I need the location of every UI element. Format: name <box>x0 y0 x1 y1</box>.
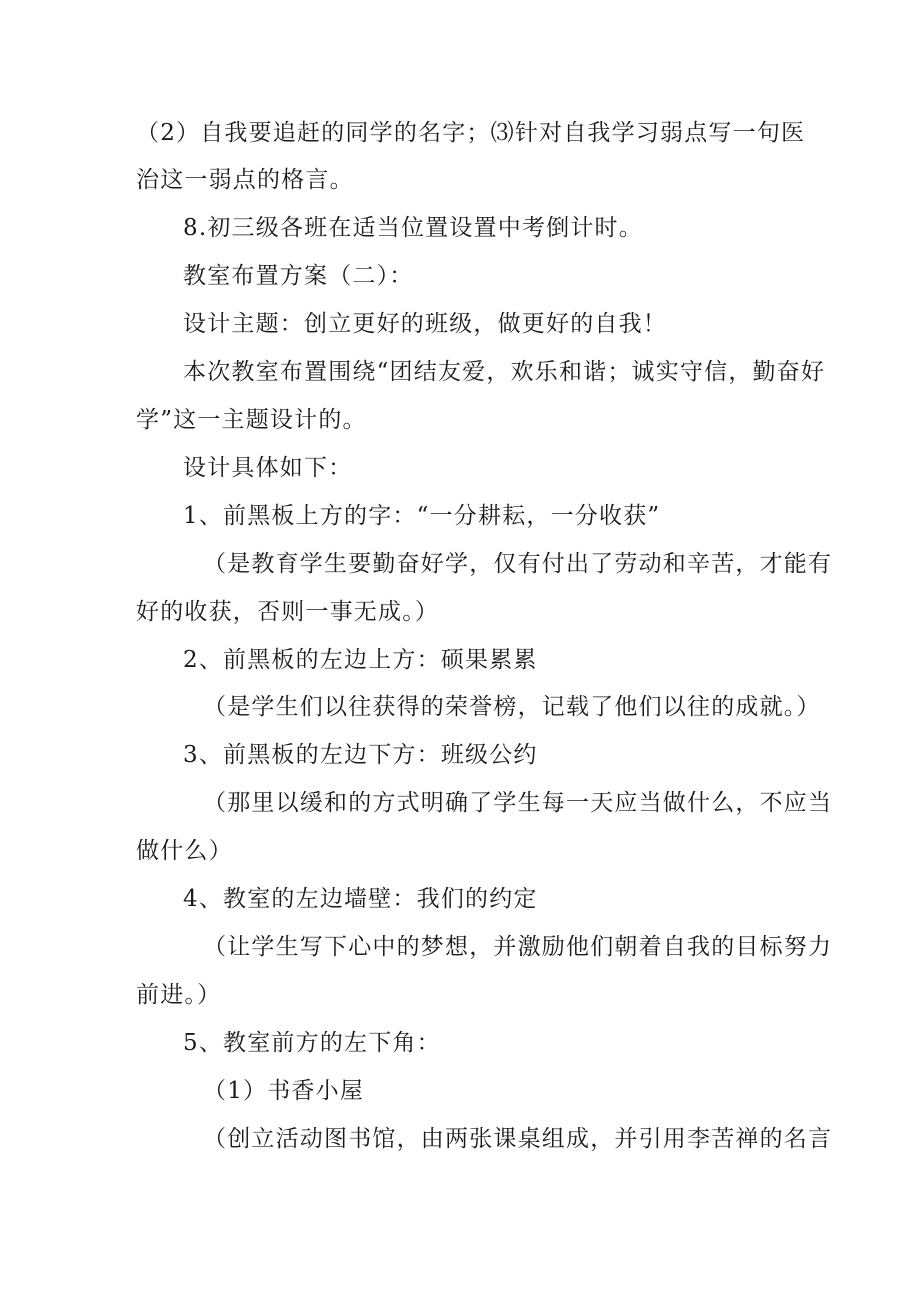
list-item: 4、教室的左边墙壁：我们的约定 <box>183 886 538 912</box>
text-line: 好的收获，否则一事无成。） <box>136 599 440 625</box>
text-line: （创立活动图书馆，由两张课桌组成，并引用李苦禅的名言 <box>203 1126 833 1152</box>
text-line: 设计具体如下： <box>183 455 353 481</box>
list-item: 1、前黑板上方的字：“一分耕耘，一分收获” <box>183 503 661 529</box>
text-line: （是学生们以往获得的荣誉榜，记载了他们以往的成就。） <box>203 694 821 720</box>
text-line: 治这一弱点的格言。 <box>136 167 354 193</box>
text-line: 学”这一主题设计的。 <box>136 407 367 433</box>
section-heading: 教室布置方案（二）： <box>183 263 414 289</box>
text-line: 8.初三级各班在适当位置设置中考倒计时。 <box>183 215 643 241</box>
text-line: 前进。） <box>136 982 222 1008</box>
text-line: （那里以缓和的方式明确了学生每一天应当做什么，不应当 <box>203 790 833 816</box>
text-line: 本次教室布置围绕“团结友爱，欢乐和谐；诚实守信，勤奋好 <box>183 359 826 385</box>
sub-list-item: （1）书香小屋 <box>203 1078 365 1104</box>
text-line: （2）自我要追赶的同学的名字；⑶针对自我学习弱点写一句医 <box>136 120 806 146</box>
list-item: 5、教室前方的左下角： <box>183 1030 441 1056</box>
text-line: （是教育学生要勤奋好学，仅有付出了劳动和辛苦，才能有 <box>203 551 833 577</box>
text-line: （让学生写下心中的梦想，并激励他们朝着自我的目标努力 <box>203 934 833 960</box>
list-item: 2、前黑板的左边上方：硕果累累 <box>183 647 538 673</box>
text-line: 设计主题：创立更好的班级，做更好的自我！ <box>183 311 667 337</box>
text-line: 做什么） <box>136 838 233 864</box>
list-item: 3、前黑板的左边下方：班级公约 <box>183 742 538 768</box>
